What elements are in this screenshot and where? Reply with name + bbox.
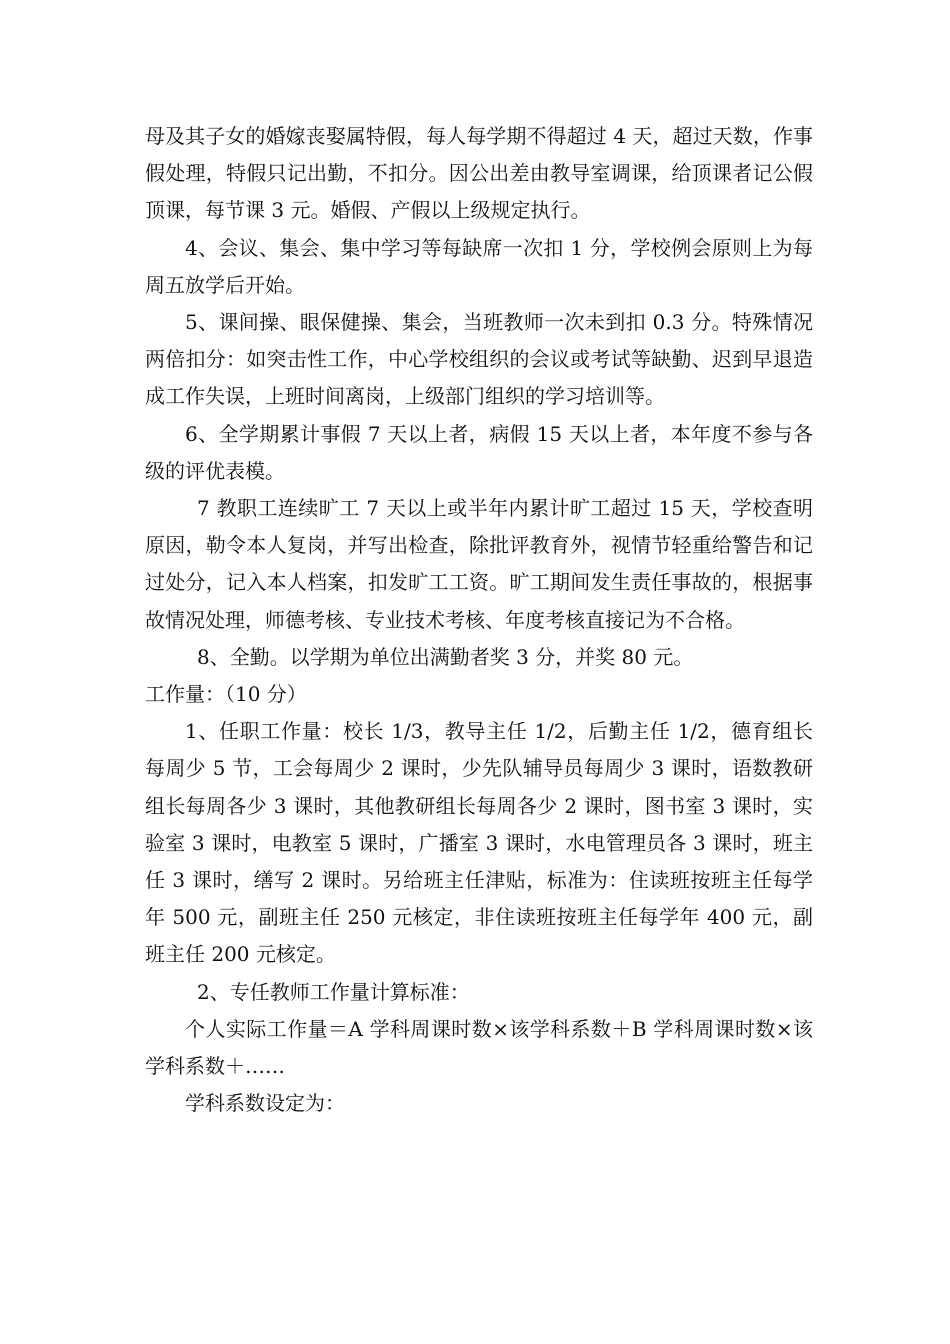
paragraph-item-1-duty-workload: 1、任职工作量：校长 1/3，教导主任 1/2，后勤主任 1/2，德育组长每周少 5 节，工会每周少 2 课时，少先队辅导员每周少 3 课时，语数教研组长每周各少 3 课时，其他教研组长每周各少 2 课时，图书室 3 课时，实验室 3 课时，电教室 5 课时，广播室 3 课时，水电管理员各 3 课时，班主任 3 课时，缮写 2 课时。另给班主任津贴，标准为：住读班按班主任每学年 500 元，副班主任 250 元核定，非住读班按班主任每学年 400 元，副班主任 200 元核定。 (145, 719, 813, 967)
paragraph-special-leave: 母及其子女的婚嫁丧娶属特假，每人每学期不得超过 4 天，超过天数，作事假处理，特假只记出勤，不扣分。因公出差由教导室调课，给顶课者记公假顶课，每节课 3 元。婚假、产假以上级规定执行。 (145, 124, 813, 223)
paragraph-item-8-full-attendance: 8、全勤。以学期为单位出满勤者奖 3 分，并奖 80 元。 (197, 644, 694, 669)
document-body (145, 118, 813, 1122)
paragraph-workload-formula: 个人实际工作量＝A 学科周课时数×该学科系数＋B 学科周课时数×该学科系数＋…… (145, 1016, 813, 1079)
paragraph-item-7-absenteeism: 7 教职工连续旷工 7 天以上或半年内累计旷工超过 15 天，学校查明原因，勒令本人复岗，并写出检查，除批评教育外，视情节轻重给警告和记过处分，记入本人档案，扣发旷工工资。旷工期间发生责任事故的，根据事故情况处理，师德考核、专业技术考核、年度考核直接记为不合格。 (145, 496, 813, 632)
paragraph-item-4-meetings: 4、会议、集会、集中学习等每缺席一次扣 1 分，学校例会原则上为每周五放学后开始。 (145, 235, 813, 297)
paragraph-item-5-exercises: 5、课间操、眼保健操、集会，当班教师一次未到扣 0.3 分。特殊情况两倍扣分：如突击性工作，中心学校组织的会议或考试等缺勤、迟到早退造成工作失误，上班时间离岗，上级部门组织的学习培训等。 (145, 310, 813, 409)
paragraph-subject-coefficient: 学科系数设定为： (185, 1091, 345, 1116)
paragraph-item-2-teacher-workload: 2、专任教师工作量计算标准： (197, 979, 470, 1004)
section-heading-workload: 工作量：（10 分） (145, 682, 307, 707)
paragraph-item-6-leave-limit: 6、全学期累计事假 7 天以上者，病假 15 天以上者，本年度不参与各级的评优表模。 (145, 421, 813, 483)
